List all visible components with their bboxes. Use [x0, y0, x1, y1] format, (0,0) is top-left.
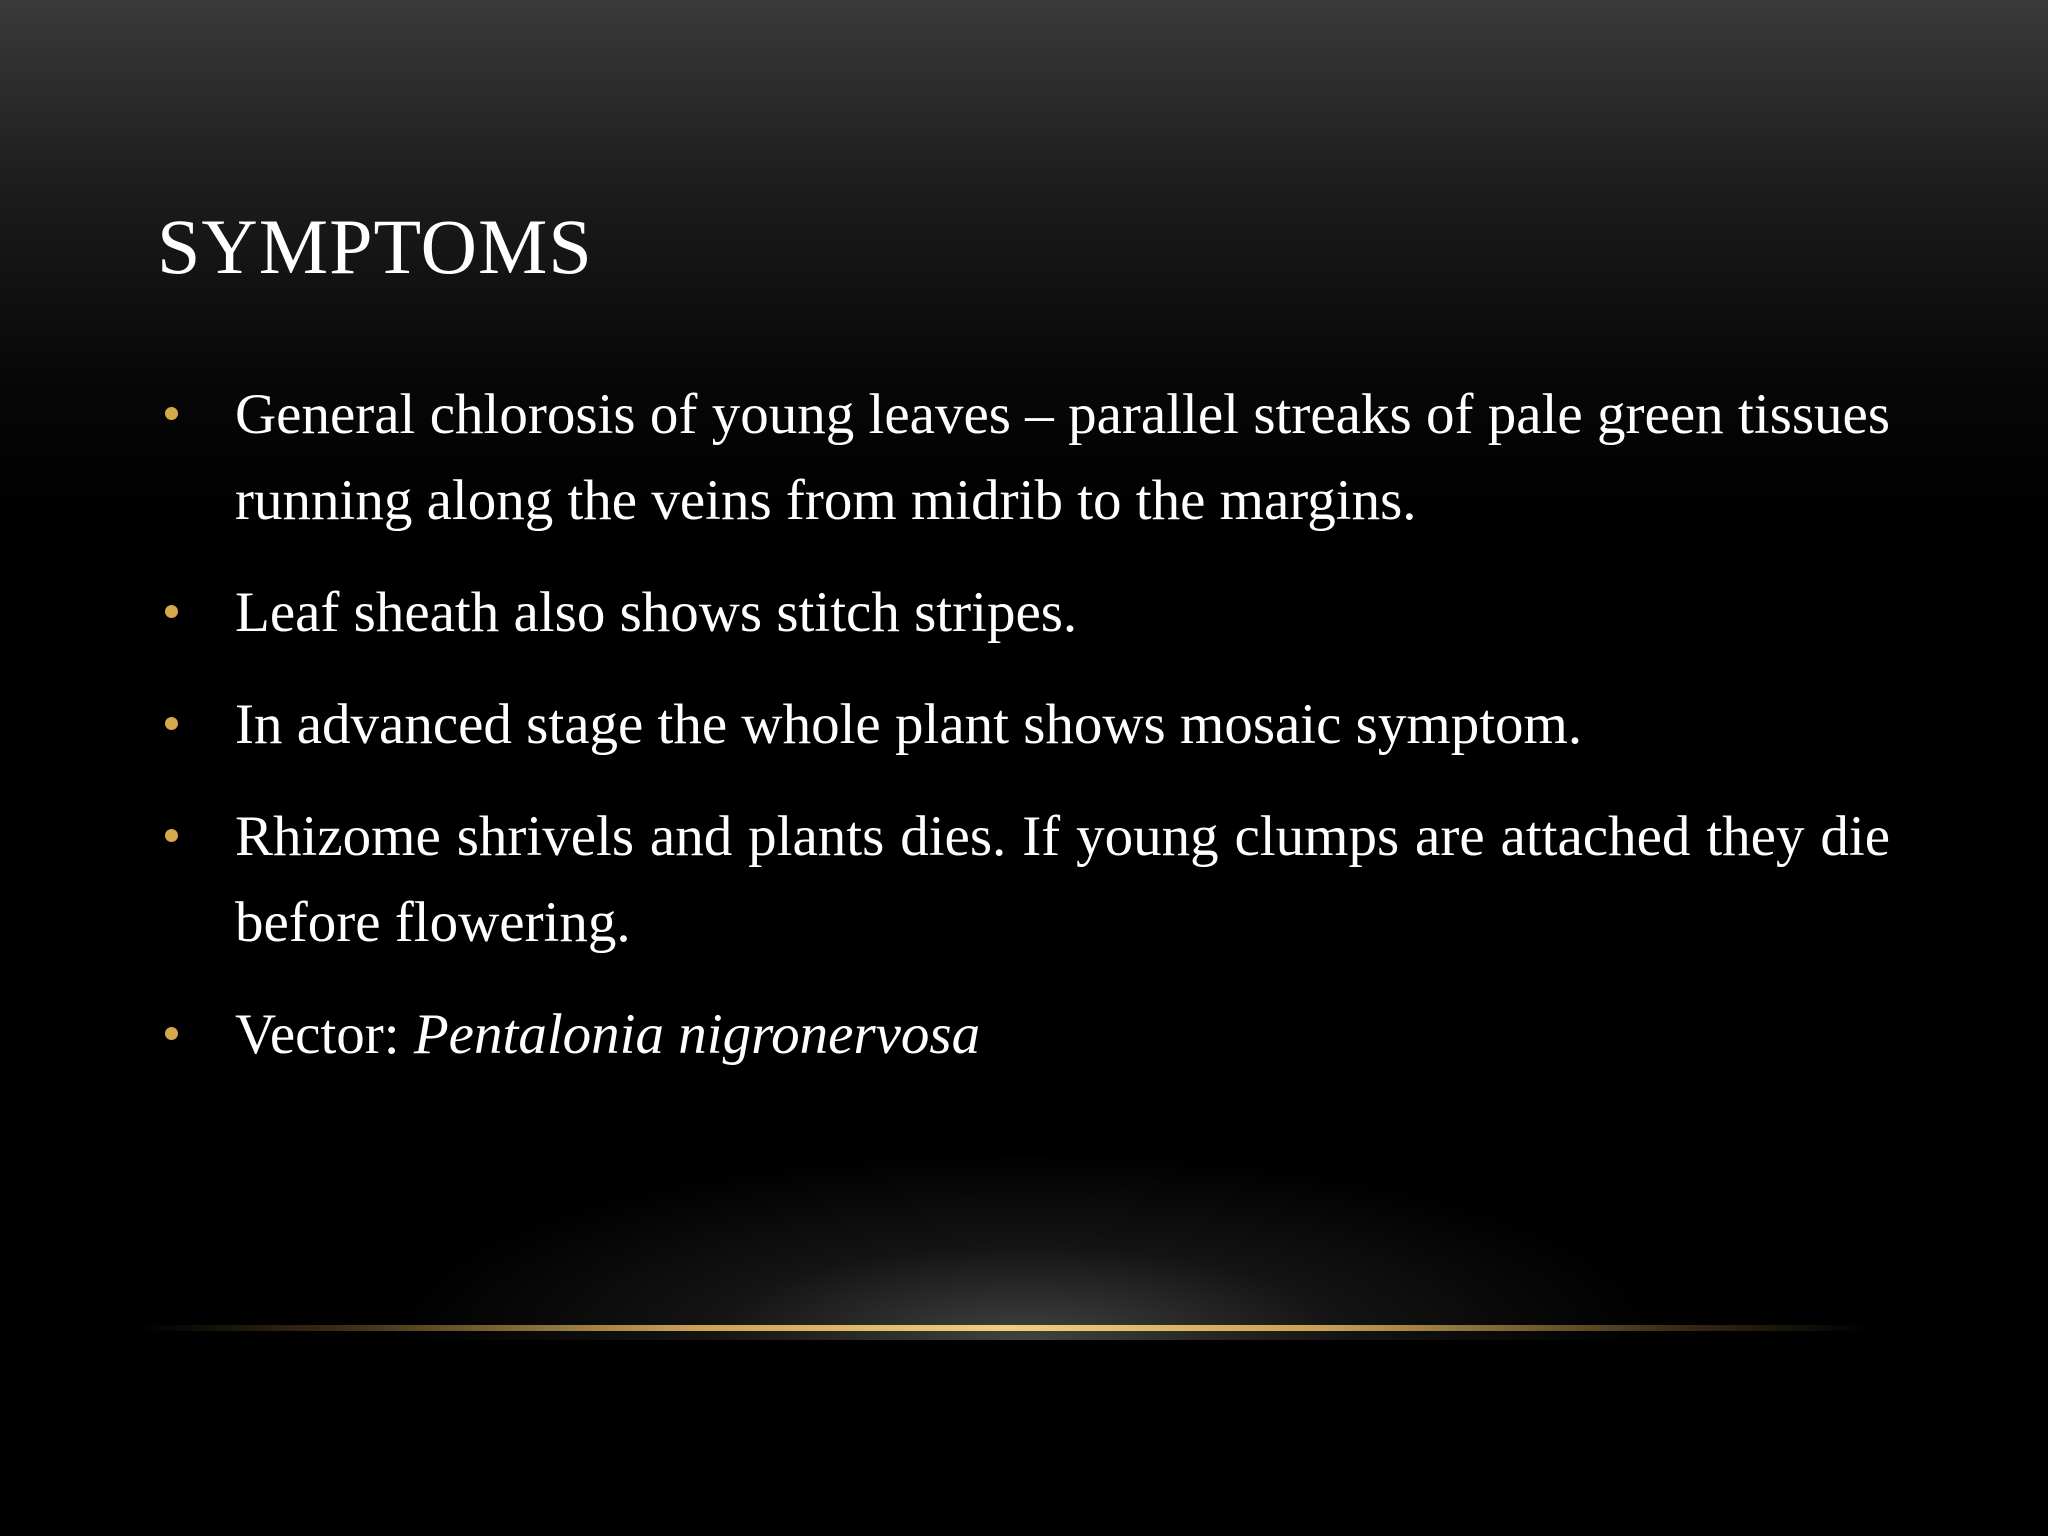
bullet-dot-icon [165, 829, 178, 842]
bullet-text: Rhizome shrivels and plants dies. If young clumps are attached they die before flowering. [235, 805, 1890, 954]
slide-title: SYMPTOMS [157, 203, 593, 290]
bullet-text: Leaf sheath also shows stitch stripes. [235, 581, 1078, 644]
gold-accent-line [140, 1325, 1870, 1331]
bullet-item [157, 372, 1890, 544]
bullet-dot-icon [165, 1027, 178, 1040]
bullet-dot-icon [165, 407, 178, 420]
bullet-item [157, 570, 1890, 656]
bullet-text: In advanced stage the whole plant shows mosaic symptom. [235, 693, 1583, 756]
bullet-item [157, 992, 1890, 1078]
bullet-list [157, 372, 1890, 1104]
vector-label: Vector: [235, 1003, 414, 1066]
vector-species-name: Pentalonia nigronervosa [413, 1003, 981, 1066]
bullet-item [157, 682, 1890, 768]
bullet-dot-icon [165, 717, 178, 730]
bullet-text: General chlorosis of young leaves – parallel streaks of pale green tissues running along the veins from midrib to the margins. [235, 383, 1890, 532]
bullet-dot-icon [165, 605, 178, 618]
bullet-item [157, 794, 1890, 966]
bottom-glow [380, 1150, 1670, 1340]
